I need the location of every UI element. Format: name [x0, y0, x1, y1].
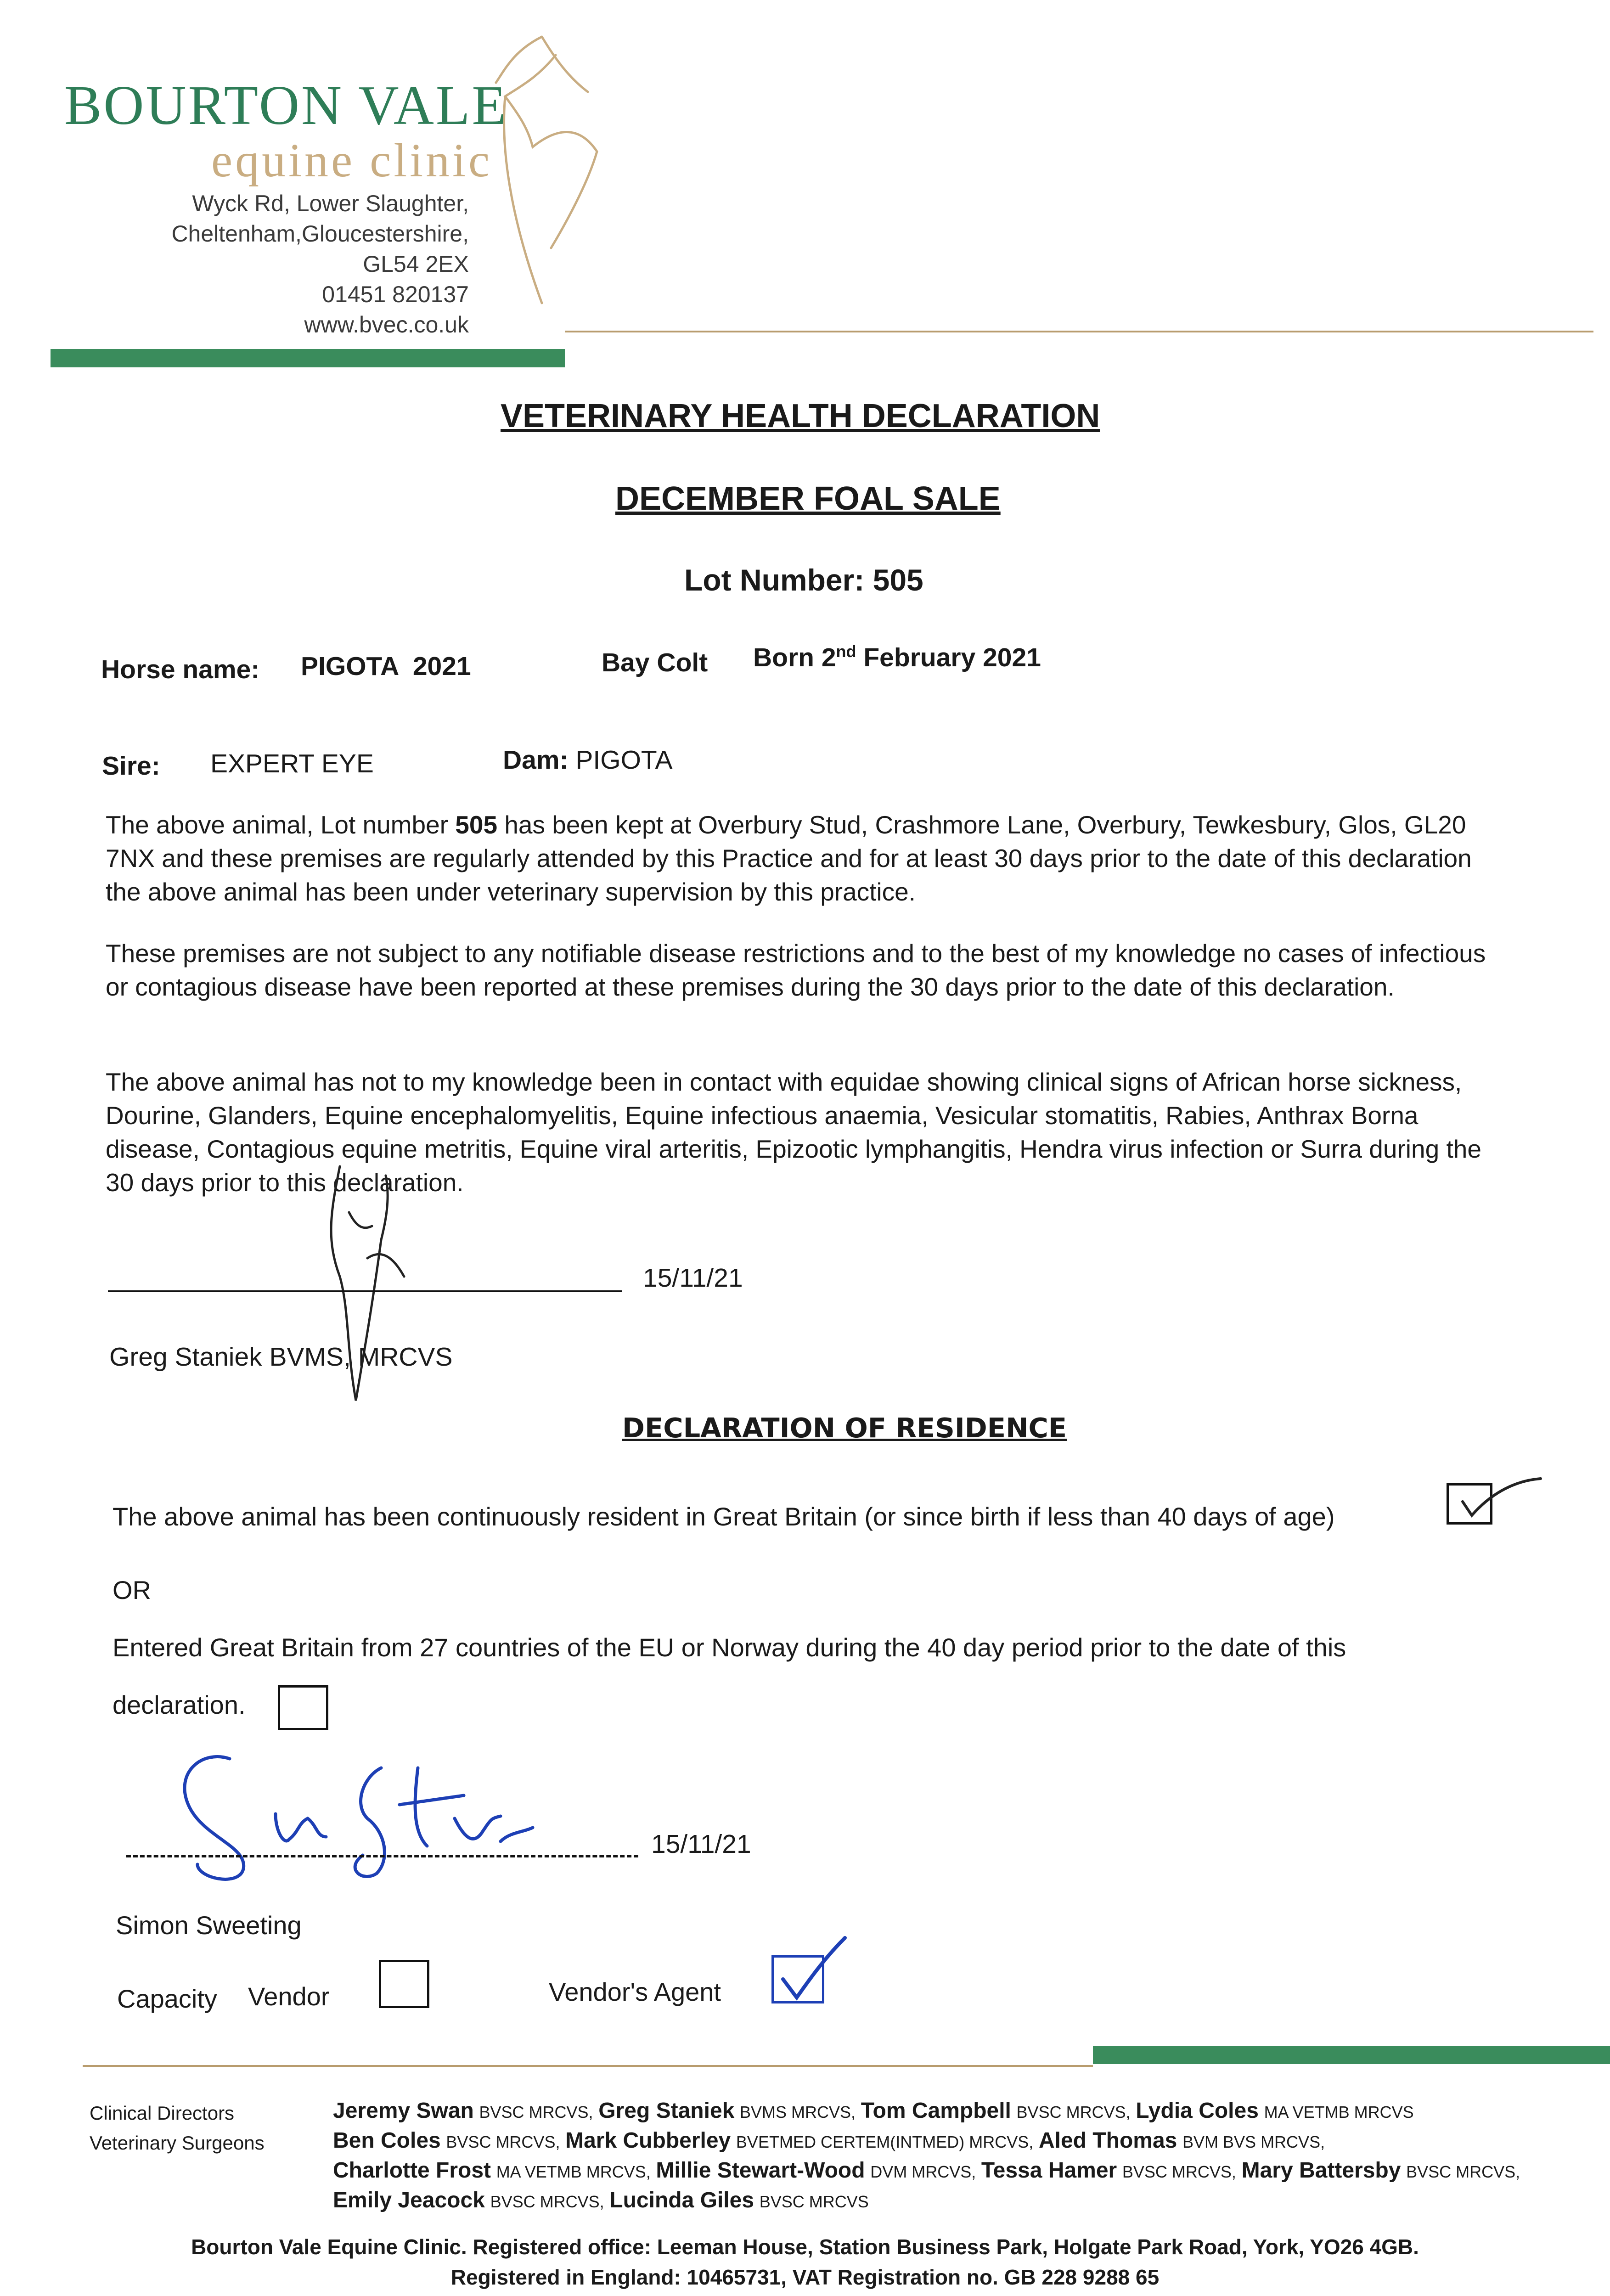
- director-quals: BVMS MRCVS,: [740, 2103, 856, 2122]
- surgeon-quals: MA VETMB MRCVS,: [496, 2162, 651, 2181]
- surgeon-name: Mark Cubberley: [565, 2128, 731, 2153]
- vendor-signature-date: 15/11/21: [651, 1829, 751, 1859]
- horse-logo-icon: [487, 9, 606, 331]
- document-subtitle: DECEMBER FOAL SALE: [615, 480, 1001, 517]
- vendor-name: Simon Sweeting: [116, 1911, 302, 1940]
- header-rule: [565, 331, 1593, 332]
- surgeon-quals: BVSC MRCVS: [759, 2192, 869, 2211]
- director-quals: MA VETMB MRCVS: [1264, 2103, 1414, 2122]
- agent-option-label: Vendor's Agent: [549, 1977, 721, 2006]
- surgeon-quals: BVETMED CERTEM(INTMED) MRCVS,: [736, 2133, 1034, 2151]
- or-label: OR: [113, 1576, 151, 1604]
- director-quals: BVSC MRCVS,: [1016, 2103, 1131, 2122]
- address-town: Cheltenham,Gloucestershire,: [171, 221, 469, 247]
- born-prefix: Born 2: [753, 643, 836, 672]
- director-name: Greg Staniek: [598, 2099, 735, 2123]
- surgeon-quals: BVSC MRCVS,: [446, 2133, 560, 2151]
- header-green-bar: [51, 349, 565, 367]
- residence-option2-line2: declaration.: [113, 1690, 246, 1719]
- sire-value: EXPERT EYE: [210, 749, 374, 778]
- footer-rule: [83, 2065, 1093, 2067]
- clinic-address: [171, 188, 469, 340]
- director-name: Jeremy Swan: [333, 2099, 474, 2123]
- clinic-name: BOURTON VALE: [64, 74, 508, 136]
- address-phone: 01451 820137: [322, 281, 469, 307]
- address-postcode: GL54 2EX: [363, 251, 469, 277]
- residence-title: DECLARATION OF RESIDENCE: [622, 1412, 1067, 1444]
- agent-tick-icon: [776, 1933, 850, 2007]
- surgeon-name: Mary Battersby: [1241, 2158, 1401, 2183]
- paragraph-restrictions: [106, 937, 1511, 1004]
- p3-text: The above animal has not to my knowledge been in contact with equidae showing clinical signs of African horse sickness, Dourine, Glanders, Equine encephalomyelitis, Equine infectious anaemia, Vesicular stomatitis, Rabies, Anthrax Borna disease, Contagious equine metritis, Equine viral arteritis, Epizootic lymphangitis, Hendra virus infection or Surra during the 30 days prior to this declaration.: [106, 1068, 1481, 1197]
- sire-label: Sire:: [102, 751, 160, 781]
- residence-option1: The above animal has been continuously resident in Great Britain (or since birth if less than 40 days of age): [113, 1502, 1335, 1531]
- surgeon-name: Emily Jeacock: [333, 2188, 485, 2212]
- surgeon-name: Millie Stewart-Wood: [656, 2158, 865, 2183]
- dam-label: Dam:: [503, 745, 569, 775]
- clinic-subtitle: equine clinic: [211, 134, 493, 187]
- lot-label: Lot Number:: [684, 563, 865, 597]
- horse-born: [753, 642, 1041, 673]
- surgeon-name: Charlotte Frost: [333, 2158, 491, 2183]
- directors-row: [333, 2096, 1414, 2127]
- director-name: Tom Campbell: [861, 2099, 1011, 2123]
- document-title: VETERINARY HEALTH DECLARATION: [501, 398, 1100, 434]
- surgeon-name: Lucinda Giles: [609, 2188, 754, 2212]
- footer-green-bar: [1093, 2046, 1610, 2064]
- lot-number-line: [684, 563, 923, 597]
- lot-number: 505: [873, 563, 923, 597]
- vet-signature-date: 15/11/21: [643, 1263, 743, 1293]
- surgeon-name: Aled Thomas: [1038, 2128, 1177, 2153]
- surgeons-row-3: [333, 2186, 869, 2217]
- registration-numbers: Registered in England: 10465731, VAT Registration no. GB 228 9288 65: [450, 2265, 1160, 2289]
- vendor-signature-line: [126, 1855, 638, 1857]
- vet-name: Greg Staniek BVMS, MRCVS: [109, 1342, 453, 1372]
- surgeons-row-1: [333, 2126, 1325, 2157]
- director-name: Lydia Coles: [1136, 2099, 1259, 2123]
- horse-name: PIGOTA 2021: [301, 652, 471, 681]
- surgeons-row-2: [333, 2156, 1520, 2187]
- surgeon-name: Ben Coles: [333, 2128, 441, 2153]
- born-suffix: February 2021: [856, 643, 1041, 672]
- vendor-option-label: Vendor: [248, 1982, 330, 2011]
- surgeon-quals: BVSC MRCVS,: [490, 2192, 604, 2211]
- p1-lot: 505: [455, 810, 498, 839]
- registered-office: Bourton Vale Equine Clinic. Registered office: Leeman House, Station Business Park, Holgate Park Road, York, YO26 4GB.: [191, 2235, 1419, 2259]
- clinical-directors-label: Clinical Directors: [90, 2102, 235, 2124]
- horse-sex: Bay Colt: [602, 648, 708, 677]
- director-quals: BVSC MRCVS,: [479, 2103, 593, 2122]
- dam-value: PIGOTA: [575, 745, 673, 775]
- capacity-label: Capacity: [117, 1984, 217, 2013]
- surgeon-name: Tessa Hamer: [981, 2158, 1117, 2183]
- born-sup: nd: [836, 642, 856, 661]
- residence-option1-tick-icon: [1460, 1469, 1543, 1525]
- vet-signature-line: [108, 1290, 622, 1292]
- paragraph-premises: [106, 808, 1511, 909]
- vet-signature-icon: [312, 1157, 422, 1414]
- surgeon-quals: DVM MRCVS,: [870, 2162, 976, 2181]
- vendor-signature-icon: [170, 1740, 542, 1887]
- p1-start: The above animal, Lot number: [106, 810, 456, 839]
- horse-name-label: Horse name:: [101, 655, 260, 684]
- veterinary-surgeons-label: Veterinary Surgeons: [90, 2132, 265, 2154]
- residence-option2-line1: Entered Great Britain from 27 countries of the EU or Norway during the 40 day period prior to the date of this: [113, 1633, 1346, 1662]
- surgeon-quals: BVSC MRCVS,: [1406, 2162, 1520, 2181]
- p2-text: These premises are not subject to any notifiable disease restrictions and to the best of my knowledge no cases of infectious or contagious disease have been reported at these premises during the 30 days prior to the date of this declaration.: [106, 939, 1486, 1001]
- residence-option2-checkbox[interactable]: [278, 1685, 328, 1730]
- vendor-checkbox[interactable]: [379, 1960, 429, 2008]
- p1-end: has been kept at Overbury Stud, Crashmore Lane, Overbury, Tewkesbury, Glos, GL20 7NX and these premises are regularly attended by this Practice and for at least 30 days prior to the date of this declaration the above animal has been under veterinary supervision by this practice.: [106, 810, 1472, 906]
- address-street: Wyck Rd, Lower Slaughter,: [192, 191, 469, 216]
- surgeon-quals: BVM BVS MRCVS,: [1182, 2133, 1325, 2151]
- address-website: www.bvec.co.uk: [304, 312, 469, 338]
- surgeon-quals: BVSC MRCVS,: [1122, 2162, 1236, 2181]
- dam-line: [503, 745, 673, 775]
